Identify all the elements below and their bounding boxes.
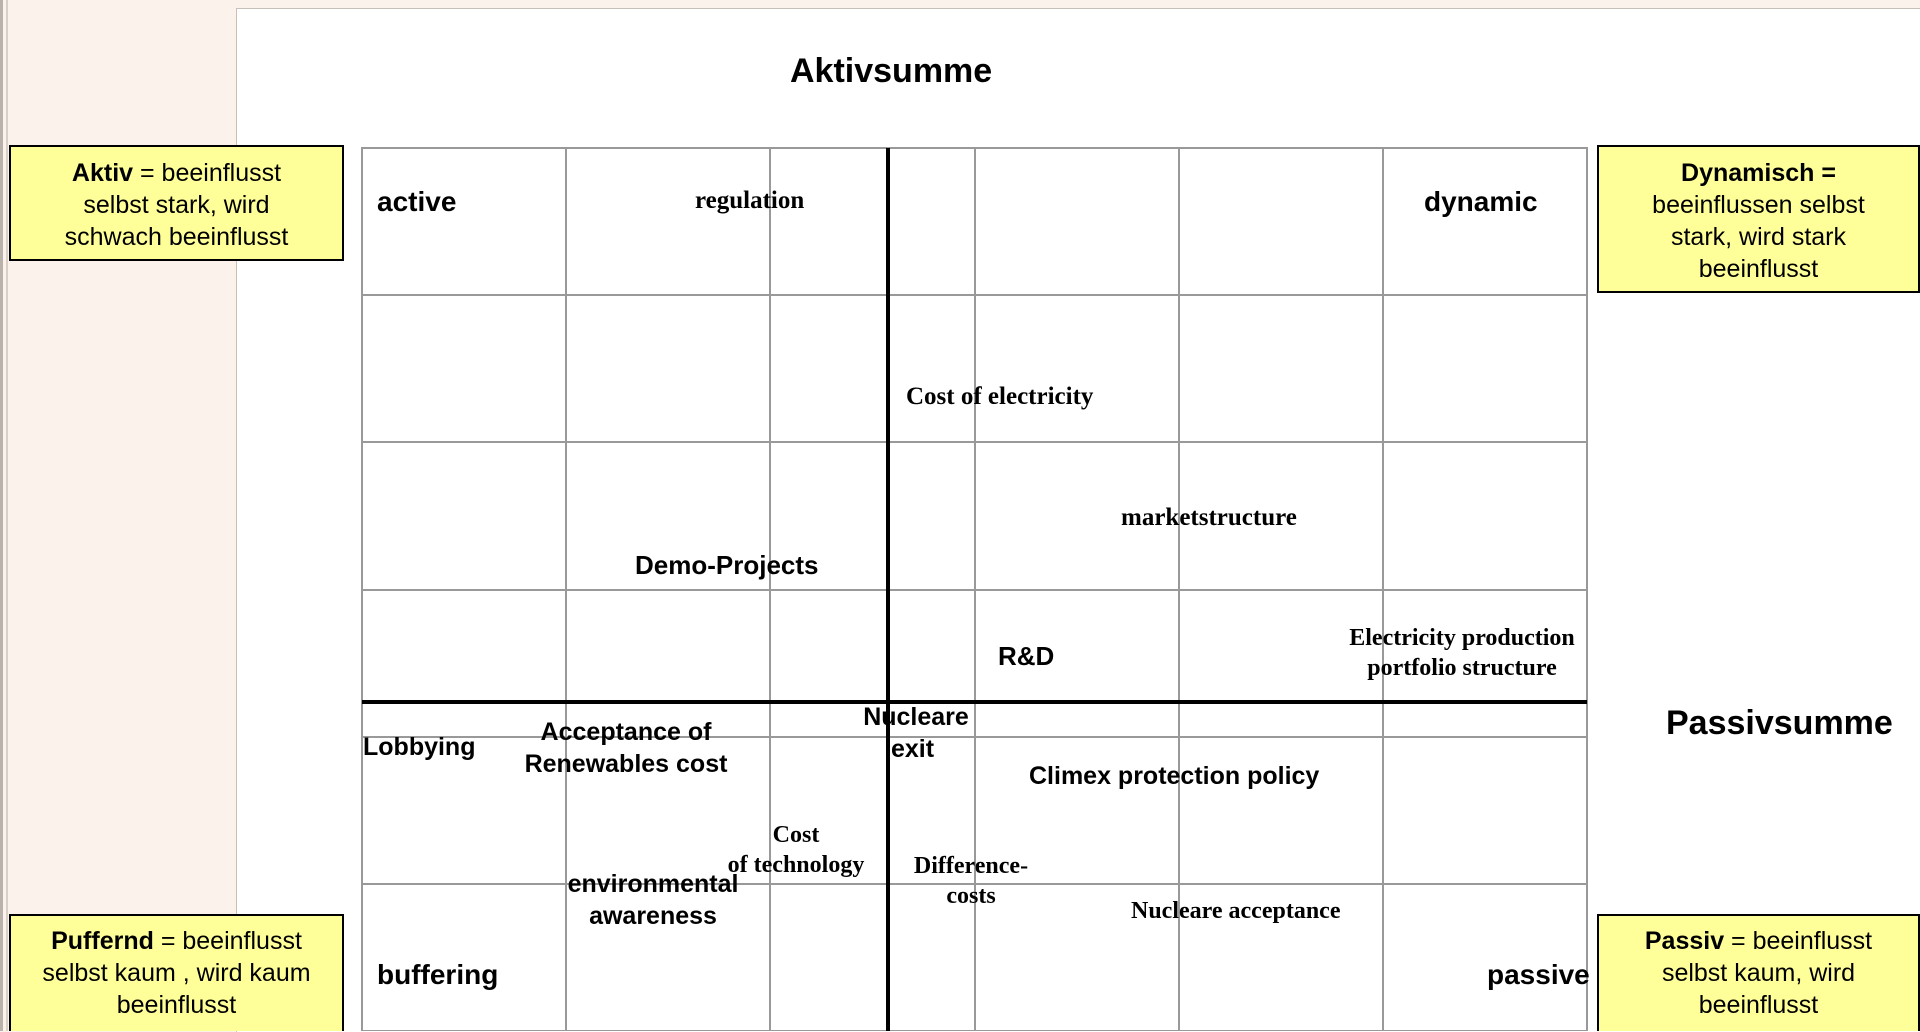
note-puffernd-line2: selbst kaum , wird kaum — [42, 959, 311, 987]
note-dynamisch-line4: beeinflusst — [1698, 255, 1819, 283]
factor-difference-costs — [897, 851, 1045, 911]
corner-label-active: active — [377, 186, 457, 217]
factor-electricity-production — [1332, 623, 1592, 683]
factor-acceptance-line1: Acceptance of — [540, 718, 712, 746]
factor-nucleare-exit-line1: Nucleare — [863, 703, 969, 731]
note-passiv — [1597, 914, 1920, 1031]
factor-lobbying: Lobbying — [363, 733, 476, 761]
note-passiv-line1 — [1599, 925, 1918, 957]
note-dynamisch-line3: stark, wird stark — [1670, 223, 1847, 251]
note-dynamisch-line2: beeinflussen selbst — [1652, 191, 1865, 219]
note-dynamisch — [1597, 145, 1920, 293]
factor-env-awareness-line2: awareness — [589, 902, 717, 930]
factor-nucleare-exit — [852, 701, 980, 765]
factor-electricity-production-line2: portfolio structure — [1367, 655, 1557, 681]
note-passiv-term: Passiv — [1644, 927, 1725, 955]
note-puffernd-rest: = beeinflusst — [153, 927, 302, 955]
factor-regulation: regulation — [695, 187, 805, 214]
corner-label-dynamic: dynamic — [1424, 186, 1538, 217]
note-puffernd-term: Puffernd — [51, 927, 154, 955]
note-aktiv-line2: selbst stark, wird — [83, 191, 270, 219]
corner-label-buffering: buffering — [377, 959, 499, 990]
factor-difference-costs-line2: costs — [946, 883, 996, 909]
note-puffernd — [9, 914, 344, 1031]
factor-nucleare-exit-line2: exit — [891, 735, 935, 763]
factor-market-structure: marketstructure — [1121, 504, 1297, 531]
note-passiv-rest: = beeinflusst — [1724, 927, 1873, 955]
factor-rnd: R&D — [998, 641, 1055, 671]
passivsumme-title: Passivsumme — [1666, 704, 1893, 742]
note-passiv-line2: selbst kaum, wird — [1661, 959, 1856, 987]
note-aktiv-rest: = beeinflusst — [133, 159, 282, 187]
note-aktiv-line1 — [11, 157, 342, 189]
factor-acceptance-renewables — [506, 716, 746, 780]
note-puffernd-line3: beeinflusst — [116, 991, 237, 1019]
note-dynamisch-rest: = — [1814, 159, 1836, 187]
note-passiv-line3: beeinflusst — [1698, 991, 1819, 1019]
note-aktiv-term: Aktiv — [71, 159, 134, 187]
note-dynamisch-line1 — [1599, 157, 1918, 189]
factor-electricity-production-line1: Electricity production — [1349, 625, 1575, 651]
factor-cost-of-technology-line2: of technology — [727, 852, 865, 878]
factor-climex-protection-policy: Climex protection policy — [1029, 762, 1320, 790]
factor-env-awareness-line1: environmental — [567, 870, 739, 898]
note-dynamisch-term: Dynamisch — [1681, 159, 1815, 187]
note-aktiv — [9, 145, 344, 261]
corner-label-passive: passive — [1487, 959, 1590, 990]
factor-acceptance-line2: Renewables cost — [524, 750, 728, 778]
factor-environmental-awareness — [553, 868, 753, 932]
factor-demo-projects: Demo-Projects — [635, 550, 819, 580]
factor-difference-costs-line1: Difference- — [913, 853, 1029, 879]
factor-nucleare-acceptance: Nucleare acceptance — [1131, 898, 1341, 924]
diagram-title: Aktivsumme — [790, 52, 993, 90]
factor-cost-of-electricity: Cost of electricity — [906, 383, 1094, 410]
note-puffernd-line1 — [11, 925, 342, 957]
note-aktiv-line3: schwach beeinflusst — [64, 223, 289, 251]
factor-cost-of-technology-line1: Cost — [772, 822, 820, 848]
